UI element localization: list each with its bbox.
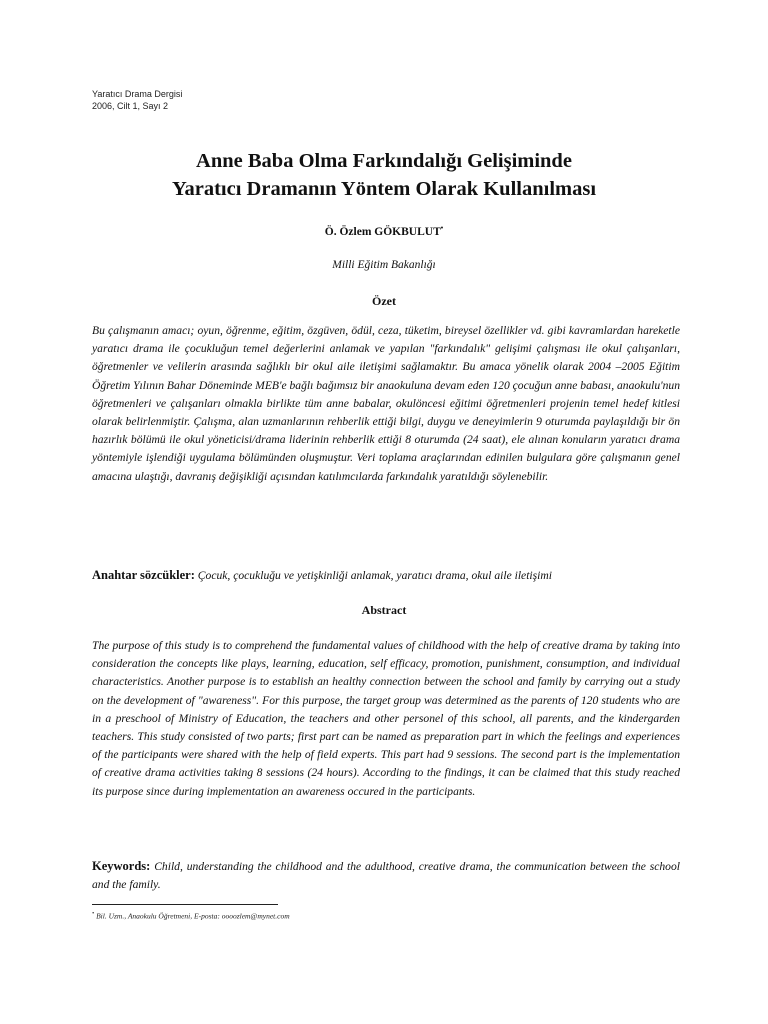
author-name: Ö. Özlem GÖKBULUT (324, 225, 441, 238)
title-line-1: Anne Baba Olma Farkındalığı Gelişiminde (196, 150, 572, 172)
journal-name: Yaratıcı Drama Dergisi (92, 89, 183, 99)
title-line-2: Yaratıcı Dramanın Yöntem Olarak Kullanılması (171, 178, 597, 200)
author-footnote-marker: • (440, 224, 444, 232)
paper-title (0, 147, 768, 203)
footnote-marker: • (92, 910, 95, 917)
anahtar-sozcukler (92, 566, 680, 585)
abstract-text: The purpose of this study is to comprehend the fundamental values of childhood with the help of creative drama by taking into consideration the concepts like plays, learning, education, self efficacy, promotion, punishment, consumption, and individual characteristics. Another purpose is to establish an healthy connection between the school and family by carrying out a study on the development of "awareness". For this purpose, the target group was determined as the parents of 120 students who are in a preschool of Ministry of Education, the teachers and other personel of this school, all parents, and the kindergarden teachers. This study consisted of two parts; first part can be named as preparation part in which the feelings and experiences of the participants were shared with the help of field experts. This part had 9 sessions. The second part is the implementation of creative drama activities taking 8 sessions (24 hours). According to the findings, it can be claimed that this study reached its purpose since during implementation an awareness occured in the participants. (92, 639, 680, 798)
footnote-text: Bil. Uzm., Anaokulu Öğretmeni, E-posta: oooozlem@mynet.com (96, 911, 290, 921)
abstract-heading: Abstract (361, 603, 407, 617)
journal-header (92, 88, 182, 112)
keywords (92, 857, 680, 894)
footnote-rule (92, 904, 278, 905)
author (0, 224, 768, 238)
ozet-heading: Özet (372, 294, 396, 308)
anahtar-label: Anahtar sözcükler: (92, 568, 195, 582)
footnote (92, 910, 290, 921)
affiliation: Milli Eğitim Bakanlığı (332, 259, 436, 271)
keywords-label: Keywords: (92, 859, 151, 873)
keywords-text: Child, understanding the childhood and the adulthood, creative drama, the communication between the school and the family. (92, 860, 681, 892)
journal-issue: 2006, Cilt 1, Sayı 2 (92, 101, 169, 111)
ozet-text: Bu çalışmanın amacı; oyun, öğrenme, eğitim, özgüven, ödül, ceza, tüketim, bireysel özellikler vd. gibi kavramlardan hareketle yaratıcı drama ile çocukluğun temel değerlerini anlamak ve yapılan "farkındalık" gelişimi çalışması ile okul çalışanları, öğretmenler ve velilerin arasında sağlıklı bir okul aile iletişimi sağlamaktır. Bu amaca yönelik olarak 2004 –2005 Eğitim Öğretim Yılının Bahar Döneminde MEB'e bağlı bağımsız bir anaokuluna devam eden 120 çocuğun anne babası, anaokulu'nun öğretmenleri ve çalışanları olmakla birlikte tüm anne babalar, okulöncesi eğitimi öğretmenleri projenin temel hedef kitlesi olarak belirlenmiştir. Çalışma, alan uzmanlarının rehberlik ettiği bilgi, duygu ve deneyimlerin 9 oturumda paylaşıldığı bir ön hazırlık bölümü ile okul yöneticisi/drama liderinin rehberlik ettiği 8 oturumda (24 saat), ele alınan konuların yaratıcı drama yöntemiyle işlendiği uygulama bölümünden oluşmuştur. Veri toplama araçlarından edinilen bulgulara göre çalışmanın genel amacına ulaştığı, davranış değişikliği açısından katılımcılarda farkındalık yaratıldığı söylenebilir. (92, 324, 681, 483)
anahtar-text: Çocuk, çocukluğu ve yetişkinliği anlamak, yaratıcı drama, okul aile iletişimi (197, 569, 552, 582)
